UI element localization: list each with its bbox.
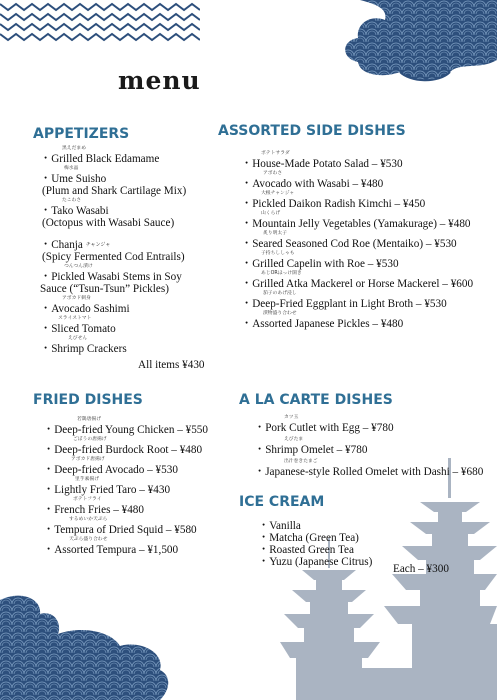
list-item [241,250,491,270]
item-ruby: 炙り明太子 [263,231,287,236]
item-text: ・Avocado with Wasabi – ¥480 [241,178,384,190]
item-text: ・Tempura of Dried Squid – ¥580 [43,524,197,536]
wave-cloud-bottom-left [0,590,175,700]
item-ruby: 黒えだまめ [62,146,86,151]
item-text: ・Deep-fried Avocado – ¥530 [43,464,178,476]
item-ruby: 若鶏唐揚げ [77,417,101,422]
list-item [241,210,491,230]
item-text: ・Chanja [40,239,83,251]
item-ruby: 里芋素揚げ [75,477,99,482]
a-la-carte-heading: A LA CARTE DISHES [239,392,393,408]
item-ruby: 漬物盛り合わせ [263,311,297,316]
list-item [40,165,220,197]
ice-cream-list [258,520,458,568]
list-item [43,496,243,516]
item-ruby: つんつん漬け [64,264,93,269]
item-ruby: カツ玉 [284,415,299,420]
item-text: ・Tako Wasabi [40,205,109,217]
item-text: ・Assorted Japanese Pickles – ¥480 [241,318,404,330]
item-ruby: 山くらげ [261,211,281,216]
list-item [241,270,491,290]
item-text: ・Grilled Black Edamame [40,153,160,165]
item-text: ・Shrimp Crackers [40,343,127,355]
item-ruby: 子持ちししゃも [261,251,295,256]
item-ruby: アボわさ [263,171,283,176]
list-item [241,310,491,330]
item-text: ・Sliced Tomato [40,323,116,335]
item-text: ・Japanese-style Rolled Omelet with Dashi – ¥680 [254,466,484,478]
item-text: ・Grilled Capelin with Roe – ¥530 [241,258,399,270]
item-text: ・Deep-fried Young Chicken – ¥550 [43,424,208,436]
list-item: ・Roasted Green Tea [258,544,354,556]
appetizers-price-note: All items ¥430 [138,359,205,371]
item-text: ・Pickled Daikon Radish Kimchi – ¥450 [241,198,426,210]
item-text: ・Lightly Fried Taro – ¥430 [43,484,171,496]
item-text: ・Avocado Sashimi [40,303,130,315]
list-item [40,239,220,263]
item-text: ・Shrimp Omelet – ¥780 [254,444,368,456]
list-item [40,315,220,335]
list-item [43,436,243,456]
item-ruby: 天ぷら盛り合わせ [69,537,108,542]
list-item [254,458,494,478]
item-text: ・Deep-Fried Eggplant in Light Broth – ¥530 [241,298,447,310]
appetizers-heading: APPETIZERS [33,126,130,142]
item-ruby: えびたま [284,437,304,442]
ice-cream-price-note: Each – ¥300 [393,563,449,575]
item-ruby: アボカド刺身 [62,296,91,301]
list-item [40,197,220,229]
item-ruby: 梅水晶 [64,166,79,171]
item-ruby: ポテトサラダ [261,151,290,156]
item-text: ・Pickled Wasabi Stems in Soy [40,271,182,283]
side-dishes-heading: ASSORTED SIDE DISHES [218,123,406,139]
item-ruby: えびせん [68,336,88,341]
item-ruby: 大根チャンジャ [261,191,295,196]
item-text: ・French Fries – ¥480 [43,504,144,516]
item-ruby: たこわさ [62,198,82,203]
list-item [43,476,243,496]
list-item [43,536,243,556]
list-item [40,335,220,355]
item-ruby: ポテトフライ [73,497,102,502]
item-text: ・Ume Suisho [40,173,107,185]
list-item: ・Yuzu (Japanese Citrus) [258,556,373,568]
fried-dishes-list [43,416,243,556]
item-text: ・House-Made Potato Salad – ¥530 [241,158,403,170]
fried-dishes-heading: FRIED DISHES [33,392,143,408]
item-ruby: あじORほっけ開き [261,271,302,276]
a-la-carte-list [254,414,494,478]
item-text: ・Mountain Jelly Vegetables (Yamakurage) – ¥480 [241,218,471,230]
item-ruby: ごぼうの唐揚げ [73,437,107,442]
list-item [43,516,243,536]
list-item [241,170,491,190]
menu-title: menu [118,66,201,95]
list-item [40,145,220,165]
list-item [241,230,491,250]
item-text: (Octopus with Wasabi Sauce) [42,217,175,229]
list-item [254,414,494,434]
list-item [241,150,491,170]
item-text: ・Seared Seasoned Cod Roe (Mentaiko) – ¥530 [241,238,457,250]
item-ruby: チャンジャ [85,242,111,248]
item-ruby: するめいか天ぷら [69,517,108,522]
item-text: Sauce (“Tsun-Tsun” Pickles) [40,283,169,295]
list-item [43,416,243,436]
appetizers-list [40,145,220,355]
list-item [241,190,491,210]
item-text: ・Grilled Atka Mackerel or Horse Mackerel – ¥600 [241,278,474,290]
item-ruby: 茄子のあげ浸し [263,291,297,296]
list-item [40,295,220,315]
item-text: (Spicy Fermented Cod Entrails) [42,251,185,263]
list-item [254,436,494,456]
ice-cream-heading: ICE CREAM [239,494,325,510]
item-text: ・Pork Cutlet with Egg – ¥780 [254,422,394,434]
item-text: (Plum and Shark Cartilage Mix) [42,185,187,197]
list-item [40,263,220,295]
list-item [43,456,243,476]
wave-cloud-top-right [330,0,497,85]
item-text: ・Assorted Tempura – ¥1,500 [43,544,179,556]
zigzag-decoration [0,0,200,48]
item-ruby: スライストマト [58,316,92,321]
item-ruby: 出汁巻きたまご [284,459,318,464]
item-text: ・Deep-fried Burdock Root – ¥480 [43,444,203,456]
item-ruby: アボカド唐揚げ [71,457,105,462]
list-item [241,290,491,310]
side-dishes-list [241,150,491,330]
list-item: ・Matcha (Green Tea) [258,532,359,544]
list-item: ・Vanilla [258,520,301,532]
